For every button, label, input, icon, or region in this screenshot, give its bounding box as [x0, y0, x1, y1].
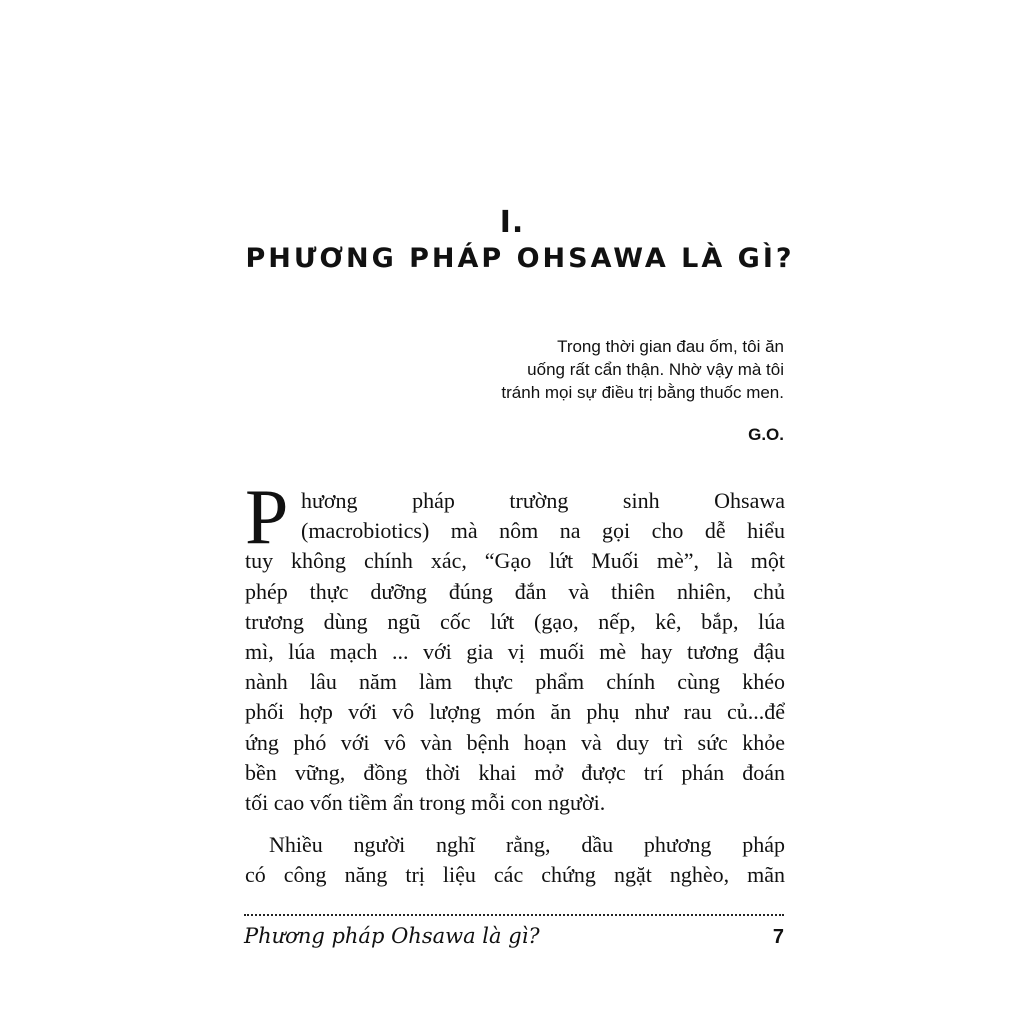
epigraph-line: uống rất cẩn thận. Nhờ vậy mà tôi	[527, 360, 784, 379]
paragraph-line: ứng phó với vô vàn bệnh hoạn và duy trì sức khỏe	[245, 729, 785, 755]
paragraph-line: hương pháp trường sinh Ohsawa	[301, 488, 785, 513]
footer-divider	[244, 914, 784, 916]
epigraph	[420, 335, 784, 404]
chapter-number: I.	[499, 205, 525, 240]
paragraph-line: nành lâu năm làm thực phẩm chính cùng khéo	[245, 669, 785, 695]
running-footer-title: Phương pháp Ohsawa là gì?	[244, 924, 540, 948]
paragraph-line: tối cao vốn tiềm ẩn trong mỗi con người.	[245, 789, 606, 815]
paragraph-1	[245, 486, 785, 818]
paragraph-line: phối hợp với vô lượng món ăn phụ như rau củ...để	[245, 699, 785, 725]
chapter-title: PHƯƠNG PHÁP OHSAWA LÀ GÌ?	[245, 243, 795, 274]
paragraph-line: phép thực dưỡng đúng đắn và thiên nhiên, chủ	[245, 578, 785, 604]
paragraph-line: (macrobiotics) mà nôm na gọi cho dễ hiểu	[301, 518, 785, 544]
paragraph-2	[245, 830, 785, 890]
epigraph-line: Trong thời gian đau ốm, tôi ăn	[557, 337, 784, 356]
paragraph-line: tuy không chính xác, “Gạo lứt Muối mè”, là một	[245, 548, 785, 574]
paragraph-line: bền vững, đồng thời khai mở được trí phán đoán	[245, 759, 785, 785]
paragraph-line: mì, lúa mạch ... với gia vị muối mè hay tương đậu	[245, 638, 785, 664]
epigraph-author: G.O.	[748, 425, 784, 444]
paragraph-line: Nhiều người nghĩ rằng, dầu phương pháp	[269, 832, 785, 857]
paragraph-line: có công năng trị liệu các chứng ngặt nghèo, mãn	[245, 862, 785, 888]
paragraph-line: trương dùng ngũ cốc lứt (gạo, nếp, kê, bắp, lúa	[245, 608, 785, 634]
drop-cap: P	[245, 473, 289, 560]
page-number: 7	[772, 926, 784, 948]
epigraph-line: tránh mọi sự điều trị bằng thuốc men.	[501, 383, 784, 402]
